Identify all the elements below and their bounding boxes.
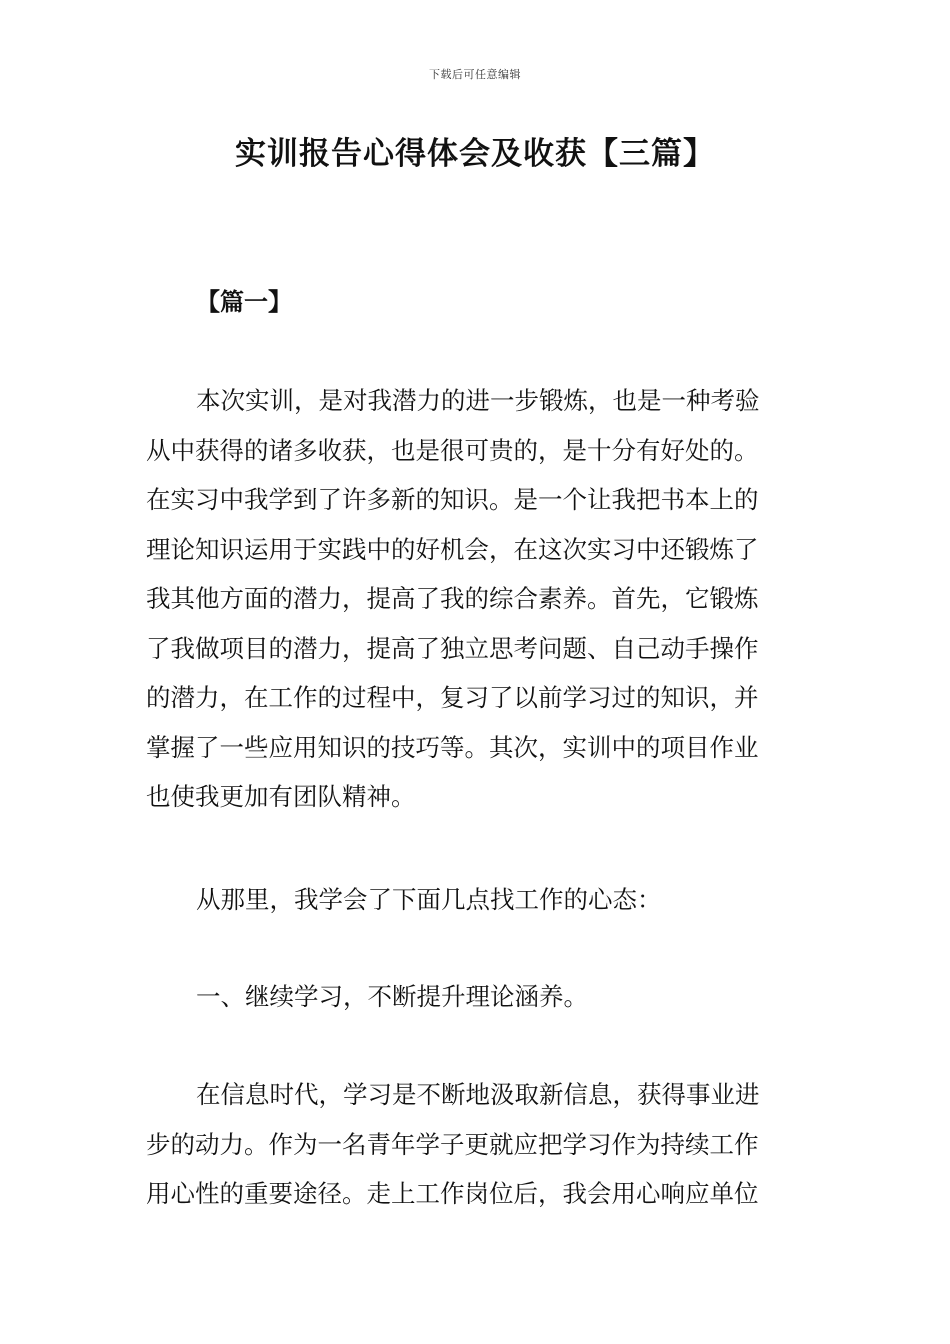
paragraph-line: 在实习中我学到了许多新的知识。是一个让我把书本上的 — [146, 485, 759, 514]
paragraph-line: 从那里，我学会了下面几点找工作的心态： — [196, 885, 662, 914]
paragraph-line: 的潜力，在工作的过程中，复习了以前学习过的知识，并 — [146, 683, 759, 712]
document-title: 实训报告心得体会及收获【三篇】 — [235, 136, 715, 172]
paragraph-line: 也使我更加有团队精神。 — [146, 782, 416, 811]
paragraph-1 — [146, 376, 810, 822]
paragraph-2 — [146, 875, 810, 925]
paragraph-line: 掌握了一些应用知识的技巧等。其次，实训中的项目作业 — [146, 732, 759, 762]
header-note: 下载后可任意编辑 — [429, 68, 521, 81]
section-heading: 【篇一】 — [196, 288, 292, 316]
paragraph-3 — [146, 972, 810, 1022]
paragraph-line: 本次实训，是对我潜力的进一步锻炼，也是一种考验 — [196, 386, 760, 415]
paragraph-line: 了我做项目的潜力，提高了独立思考问题、自己动手操作 — [146, 633, 759, 663]
paragraph-4 — [146, 1070, 810, 1219]
paragraph-line: 在信息时代，学习是不断地汲取新信息，获得事业进 — [196, 1080, 760, 1109]
paragraph-line: 步的动力。作为一名青年学子更就应把学习作为持续工作 — [146, 1129, 759, 1159]
paragraph-line: 用心性的重要途径。走上工作岗位后，我会用心响应单位 — [146, 1179, 759, 1208]
paragraph-line: 理论知识运用于实践中的好机会，在这次实习中还锻炼了 — [146, 534, 759, 564]
paragraph-line: 一、继续学习，不断提升理论涵养。 — [196, 982, 588, 1011]
paragraph-line: 我其他方面的潜力，提高了我的综合素养。首先，它锻炼 — [146, 584, 759, 613]
paragraph-line: 从中获得的诸多收获，也是很可贵的，是十分有好处的。 — [146, 435, 759, 465]
